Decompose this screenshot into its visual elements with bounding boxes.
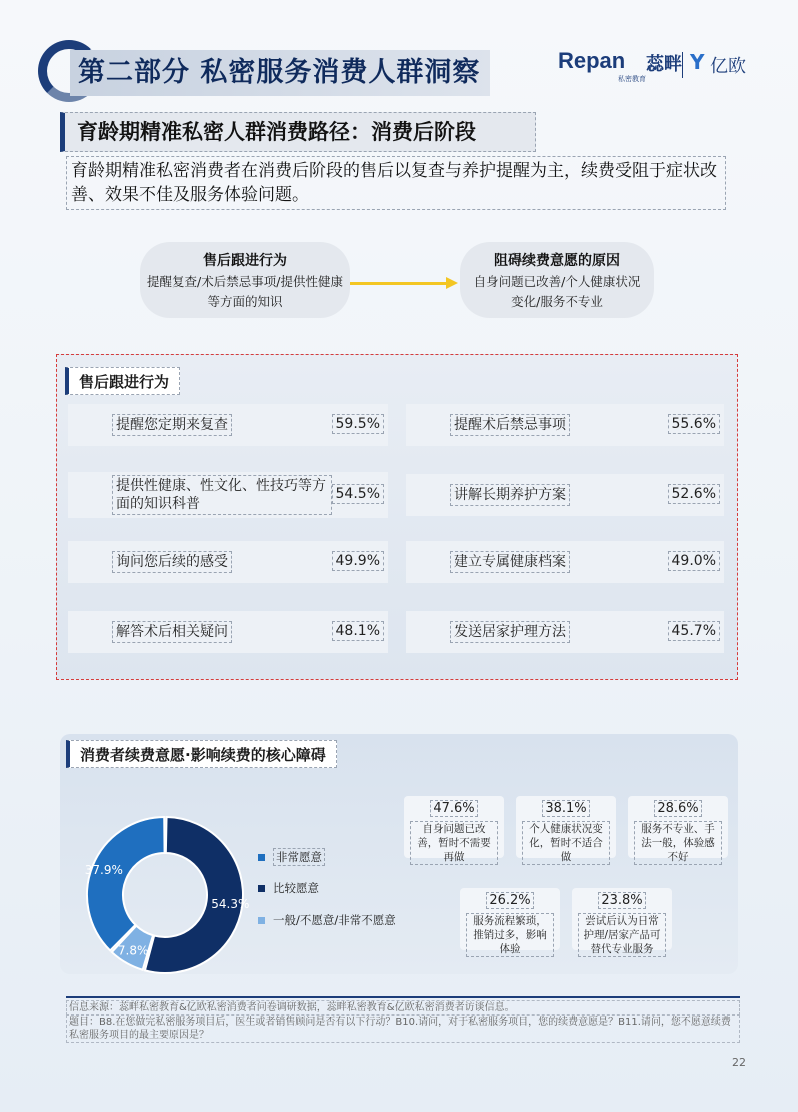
followup-label: 讲解长期养护方案 bbox=[450, 474, 570, 516]
followup-label: 询问您后续的感受 bbox=[112, 541, 232, 583]
repan-cn-logo: 蕊畔 bbox=[646, 54, 682, 75]
barrier-text: 个人健康状况变化，暂时不适合做 bbox=[522, 821, 610, 865]
followup-label: 提醒您定期来复查 bbox=[112, 404, 232, 446]
barrier-value: 47.6% bbox=[404, 800, 504, 817]
followup-row bbox=[406, 474, 724, 516]
donut-slice bbox=[84, 817, 165, 950]
donut-data-label: 37.9% bbox=[84, 863, 123, 878]
barrier-card bbox=[460, 888, 560, 955]
followup-row bbox=[406, 611, 724, 653]
brand-separator bbox=[682, 52, 683, 78]
page-number: 22 bbox=[732, 1056, 746, 1069]
flow-barrier-title: 阻碍续费意愿的原因 bbox=[494, 253, 620, 269]
legend-item bbox=[258, 912, 396, 928]
section-title: 第二部分 私密服务消费人群洞察 bbox=[70, 50, 490, 96]
flow-followup-text: 提醒复查/术后禁忌事项/提供性健康等方面的知识 bbox=[147, 274, 343, 309]
source-line: 信息来源：蕊畔私密教育&亿欧私密消费者问卷调研数据，蕊畔私密教育&亿欧私密消费者访谈信息。 bbox=[66, 1000, 740, 1015]
legend-swatch bbox=[258, 854, 265, 861]
barrier-card bbox=[516, 796, 616, 863]
followup-value: 54.5% bbox=[332, 484, 384, 504]
renewal-donut-chart bbox=[80, 810, 250, 980]
page-subtitle bbox=[60, 112, 536, 152]
repan-logo: Repan bbox=[558, 48, 626, 73]
followup-label: 发送居家护理方法 bbox=[450, 611, 570, 653]
barrier-value: 23.8% bbox=[572, 892, 672, 909]
source-note bbox=[66, 996, 740, 1043]
flow-arrow-line bbox=[350, 282, 450, 285]
flow-followup-pill bbox=[140, 242, 350, 318]
legend-item bbox=[258, 880, 319, 896]
legend-label: 比较愿意 bbox=[273, 881, 319, 895]
followup-value: 48.1% bbox=[332, 621, 384, 641]
barrier-text: 服务不专业、手法一般，体验感不好 bbox=[634, 821, 722, 865]
barrier-card bbox=[404, 796, 504, 863]
followup-value: 45.7% bbox=[668, 621, 720, 641]
brand-logos bbox=[558, 48, 758, 84]
donut-data-label: 7.8% bbox=[117, 943, 149, 958]
followup-value: 55.6% bbox=[668, 414, 720, 434]
followup-label: 建立专属健康档案 bbox=[450, 541, 570, 583]
followup-label: 解答术后相关疑问 bbox=[112, 611, 232, 653]
flow-barrier-text: 自身问题已改善/个人健康状况变化/服务不专业 bbox=[473, 274, 641, 309]
barrier-text: 自身问题已改善，暂时不需要再做 bbox=[410, 821, 498, 865]
followup-label: 提醒术后禁忌事项 bbox=[450, 404, 570, 446]
yiou-icon: Y bbox=[690, 50, 705, 74]
legend-label: 一般/不愿意/非常不愿意 bbox=[273, 913, 396, 927]
barrier-text: 服务流程繁琐，推销过多，影响体验 bbox=[466, 913, 554, 957]
flow-followup-title: 售后跟进行为 bbox=[203, 253, 287, 269]
yiou-logo: 亿欧 bbox=[710, 56, 746, 77]
followup-row bbox=[68, 404, 388, 446]
donut-data-label: 54.3% bbox=[211, 897, 250, 912]
barrier-value: 26.2% bbox=[460, 892, 560, 909]
followup-row bbox=[406, 541, 724, 583]
followup-row bbox=[406, 404, 724, 446]
barrier-text: 尝试后认为日常护理/居家产品可替代专业服务 bbox=[578, 913, 666, 957]
legend-swatch bbox=[258, 885, 265, 892]
flow-arrow-icon bbox=[446, 277, 458, 289]
barrier-value: 38.1% bbox=[516, 800, 616, 817]
page-description: 育龄期精准私密消费者在消费后阶段的售后以复查与养护提醒为主，续费受阻于症状改善、效果不佳及服务体验问题。 bbox=[66, 156, 726, 210]
barrier-card bbox=[572, 888, 672, 955]
followup-row bbox=[68, 472, 388, 518]
question-line: 题目：B8.在您做完私密服务项目后，医生或者销售顾问是否有以下行动？B10.请问，对于私密服务项目，您的续费意愿是？B11.请问，您不愿意续费私密服务项目的最主要原因是？ bbox=[66, 1015, 740, 1043]
legend-item bbox=[258, 848, 325, 866]
legend-label: 非常愿意 bbox=[273, 848, 325, 866]
followup-value: 49.9% bbox=[332, 551, 384, 571]
renewal-heading: 消费者续费意愿·影响续费的核心障碍 bbox=[66, 740, 337, 768]
followup-value: 49.0% bbox=[668, 551, 720, 571]
followup-value: 52.6% bbox=[668, 484, 720, 504]
page-subtitle-text: 育龄期精准私密人群消费路径：消费后阶段 bbox=[77, 120, 476, 144]
legend-swatch bbox=[258, 917, 265, 924]
followup-row bbox=[68, 541, 388, 583]
followup-label: 提供性健康、性文化、性技巧等方面的知识科普 bbox=[112, 472, 332, 518]
followup-value: 59.5% bbox=[332, 414, 384, 434]
flow-barrier-pill bbox=[460, 242, 654, 318]
repan-sub-logo: 私密教育 bbox=[618, 75, 646, 83]
followup-row bbox=[68, 611, 388, 653]
barrier-card bbox=[628, 796, 728, 863]
followup-heading: 售后跟进行为 bbox=[65, 367, 180, 395]
barrier-value: 28.6% bbox=[628, 800, 728, 817]
